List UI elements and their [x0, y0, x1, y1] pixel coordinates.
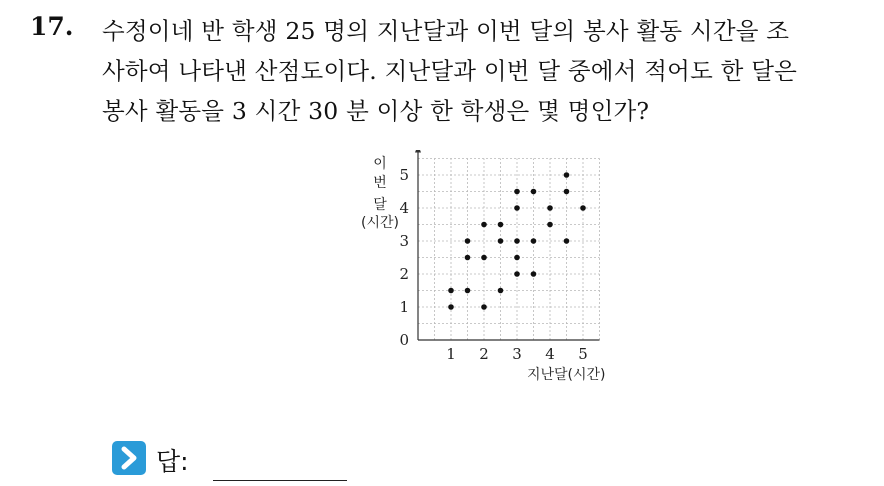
data-point — [498, 222, 504, 228]
y-axis-label: 번 — [373, 175, 387, 191]
data-point — [448, 288, 454, 294]
y-tick-label: 4 — [399, 199, 409, 217]
data-point — [531, 189, 537, 195]
data-point — [465, 288, 471, 294]
question-text-line-3: 봉사 활동을 3 시간 30 분 이상 한 학생은 몇 명인가? — [102, 97, 650, 125]
data-point — [481, 304, 487, 310]
data-point — [448, 304, 454, 310]
answer-label: 답: — [156, 447, 189, 476]
data-point — [580, 205, 586, 211]
y-tick-label: 2 — [399, 265, 409, 283]
data-point — [564, 189, 570, 195]
data-point — [498, 288, 504, 294]
data-point — [514, 189, 520, 195]
y-axis-arrow — [415, 150, 421, 153]
data-point — [465, 255, 471, 261]
scatter-plot — [352, 150, 612, 385]
data-point — [465, 238, 471, 244]
question-text-line-1: 수정이네 반 학생 25 명의 지난달과 이번 달의 봉사 활동 시간을 조 — [102, 17, 790, 45]
data-point — [564, 238, 570, 244]
answer-blank-line[interactable] — [213, 480, 347, 481]
x-tick-label: 5 — [578, 345, 588, 363]
data-point — [481, 222, 487, 228]
data-point — [498, 238, 504, 244]
data-point — [514, 271, 520, 277]
y-axis-label: (시간) — [361, 215, 399, 231]
question-number: 17. — [30, 12, 74, 41]
data-point — [531, 271, 537, 277]
x-tick-label: 2 — [479, 345, 489, 363]
data-point — [481, 255, 487, 261]
data-point — [514, 238, 520, 244]
data-point — [547, 205, 553, 211]
y-tick-label: 5 — [399, 166, 409, 184]
data-point — [564, 172, 570, 178]
x-tick-label: 1 — [446, 345, 456, 363]
origin-label: 0 — [399, 331, 409, 349]
data-point — [514, 205, 520, 211]
x-tick-label: 3 — [512, 345, 522, 363]
data-point — [531, 238, 537, 244]
x-axis-label: 지난달(시간) — [526, 367, 606, 383]
chevron-right-icon — [112, 441, 146, 475]
data-point — [547, 222, 553, 228]
y-tick-label: 3 — [399, 232, 409, 250]
x-tick-label: 4 — [545, 345, 555, 363]
y-axis-label: 달 — [373, 197, 387, 213]
data-point — [514, 255, 520, 261]
y-axis-label: 이 — [373, 156, 387, 172]
question-text-line-2: 사하여 나타낸 산점도이다. 지난달과 이번 달 중에서 적어도 한 달은 — [102, 57, 798, 85]
y-tick-label: 1 — [399, 298, 409, 316]
